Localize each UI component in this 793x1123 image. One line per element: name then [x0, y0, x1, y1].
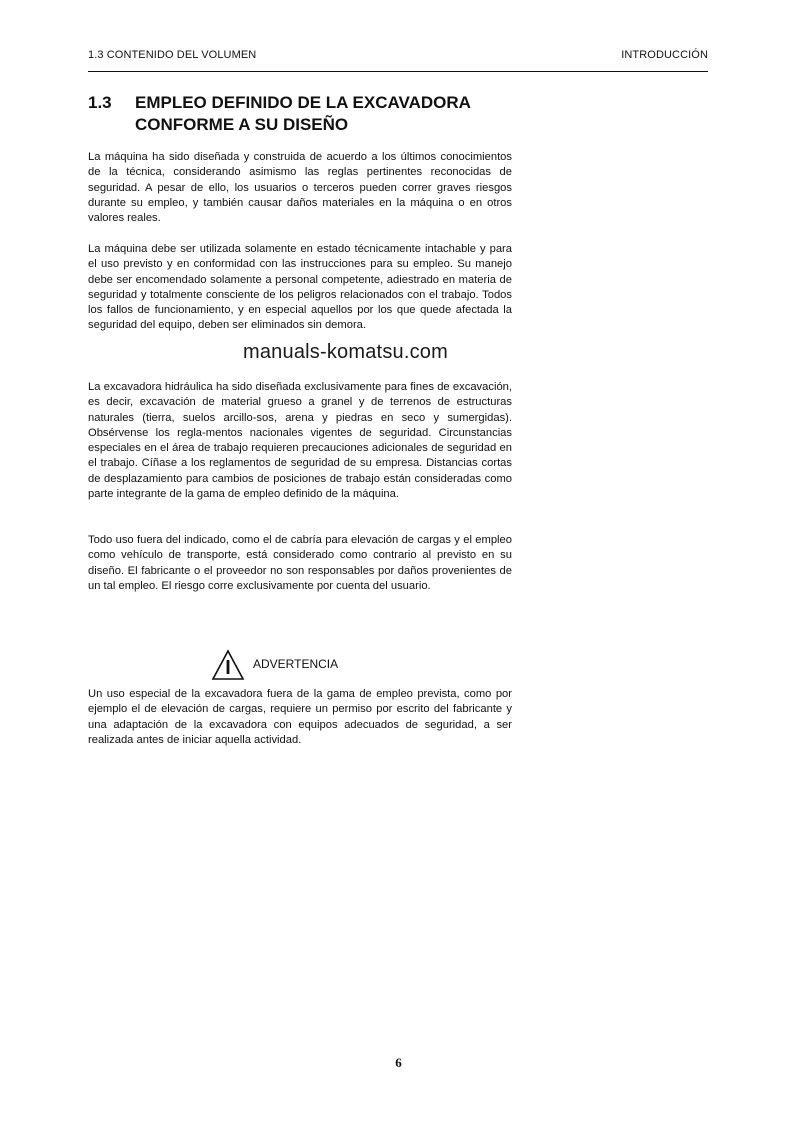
body-paragraph-2: La máquina debe ser utilizada solamente en estado técnicamente intachable y para el uso previsto y en conformidad con las instrucciones para su empleo. Su manejo debe ser encomendado solamente a personal competente, adiestrado en materia de seguridad y totalmente consciente de los peligros relacionados con el trabajo. Todos los fallos de funcionamiento, y en especial aquellos por los que quede afectada la seguridad del equipo, deben ser eliminados sin demora. — [88, 243, 512, 332]
watermark: manuals-komatsu.com — [243, 341, 448, 363]
section-title-line-2: CONFORME A SU DISEÑO — [135, 115, 349, 134]
section-title-line-1: EMPLEO DEFINIDO DE LA EXCAVADORA — [135, 93, 471, 112]
header-chapter-title: 1.3 CONTENIDO DEL VOLUMEN — [88, 49, 257, 61]
header-divider — [88, 71, 708, 72]
body-paragraph-1: La máquina ha sido diseñada y construida de acuerdo a los últimos conocimientos de la técnica, considerando asimismo las reglas pertinentes reconocidas de seguridad. A pesar de ello, los usuarios o terceros pueden correr graves riesgos durante su empleo, y también causar daños materiales en la máquina o en otros valores reales. — [88, 151, 512, 225]
header-section-name: INTRODUCCIÓN — [621, 49, 708, 61]
warning-triangle-icon — [211, 649, 245, 681]
page-number: 6 — [395, 1055, 402, 1070]
warning-text: Un uso especial de la excavadora fuera de la gama de empleo prevista, como por ejemplo el de elevación de cargas, requiere un permiso por escrito del fabricante y una adaptación de la excavadora con equipos adecuados de seguridad, a ser realizada antes de iniciar aquella actividad. — [88, 688, 512, 746]
body-paragraph-4: Todo uso fuera del indicado, como el de cabría para elevación de cargas y el empleo como vehículo de transporte, está considerado como contrario al previsto en su diseño. El fabricante o el proveedor no son responsables por daños provenientes de un tal empleo. El riesgo corre exclusivamente por cuenta del usuario. — [88, 534, 512, 592]
section-title — [135, 92, 535, 136]
warning-label: ADVERTENCIA — [253, 657, 339, 671]
running-header — [88, 49, 708, 65]
section-number: 1.3 — [88, 93, 112, 112]
body-paragraph-3: La excavadora hidráulica ha sido diseñada exclusivamente para fines de excavación, es decir, excavación de material grueso a granel y de terrenos de estructuras naturales (tierra, suelos arcillo-sos, arena y piedras en seco y sumergidas). Obsérvense los regla-mentos nacionales vigentes de seguridad. Circunstancias especiales en el área de trabajo requieren precauciones adicionales de seguridad en el trabajo. Cíñase a los reglamentos de seguridad de su empresa. Distancias cortas de desplazamiento para cambios de posiciones de trabajo están consideradas como parte integrante de la gama de empleo definido de la máquina. — [88, 381, 512, 501]
